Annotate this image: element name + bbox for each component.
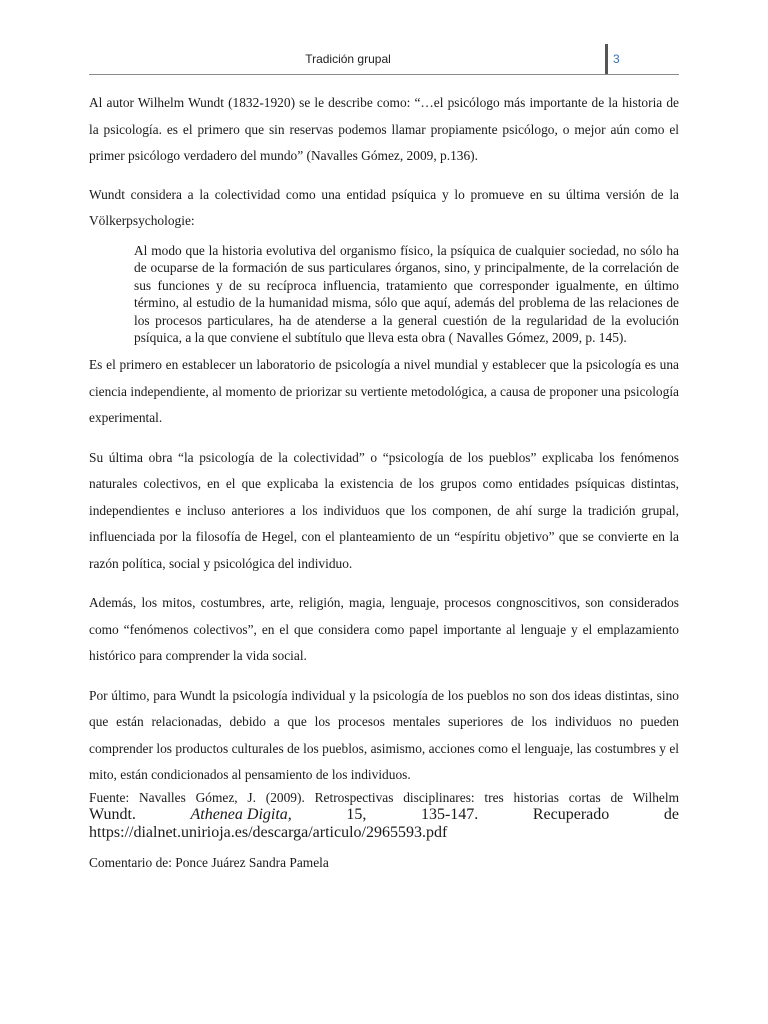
paragraph-conclusion: Por último, para Wundt la psicología individual y la psicología de los pueblos no son dos ideas distintas, sino que están relacionadas, debido a que los procesos mentales superiores de los individuos no pueden comprender los productos culturales de los pueblos, asimismo, acciones como el lenguaje, las costumbres y el mito, están condicionados al pensamiento de los individuos. (89, 687, 679, 783)
paragraph-collective-phenomena: Además, los mitos, costumbres, arte, religión, magia, lenguaje, procesos congnoscitivos, son considerados como “fenómenos colectivos”, en el que considera como papel importante al lenguaje y el emplazamiento histórico para comprender la vida social. (89, 595, 679, 664)
paragraph-last-work: Su última obra “la psicología de la colectividad” o “psicología de los pueblos” explicaba los fenómenos naturales colectivos, en el que explicaba la existencia de los grupos como entidades psíquicas distintas, independientes e incluso anteriores a los individuos que los componen, de ahí surge la tradición grupal, influenciada por la filosofía de Hegel, con el planteamiento de un “espíritu objetivo” que se convierte en la razón política, social y psicológica del individuo. (89, 449, 679, 571)
paragraph-collectivity: Wundt considera a la colectividad como una entidad psíquica y lo promueve en su última versión de la Völkerpsychologie: (89, 186, 679, 228)
document-body (89, 90, 679, 873)
source-retrieved: Recuperado (532, 806, 610, 824)
source-author-end: Wundt. (89, 806, 136, 824)
paragraph-laboratory: Es el primero en establecer un laboratorio de psicología a nivel mundial y establecer que la psicología es una ciencia independiente, al momento de priorizar su vertiente metodológica, a causa de proponer una psicología experimental. (89, 357, 679, 426)
block-quote: Al modo que la historia evolutiva del organismo físico, la psíquica de cualquier sociedad, no sólo ha de ocuparse de la formación de sus particulares órganos, sino, y principalmente, de la correlación de sus funciones y de su recíproca influencia, tratamiento que corresponder igualmente, en último término, al estudio de la humanidad misma, sólo que aquí, además del problema de las relaciones de los procesos particulares, ha de atenderse a la general cuestión de la regularidad de la evolución psíquica, a la que conviene el subtítulo que lleva esta obra ( Navalles Gómez, 2009, p. 145). (134, 242, 679, 346)
paragraph-intro: Al autor Wilhelm Wundt (1832-1920) se le describe como: “…el psicólogo más importante de la historia de la psicología. es el primero que sin reservas podemos llamar propiamente psicólogo, o mejor aún como el primer psicólogo verdadero del mundo” (Navalles Gómez, 2009, p.136). (89, 95, 679, 163)
source-citation (89, 789, 679, 842)
source-de: de (663, 806, 679, 824)
page-header (89, 44, 679, 75)
source-line-2 (89, 806, 679, 824)
source-journal: Athenea Digita, (190, 806, 292, 824)
source-pages: 135-147. (420, 806, 479, 824)
comment-author: Comentario de: Ponce Juárez Sandra Pamela (89, 855, 329, 871)
source-url[interactable]: https://dialnet.unirioja.es/descarga/articulo/2965593.pdf (89, 823, 448, 841)
page-number: 3 (613, 52, 620, 66)
source-volume: 15, (346, 806, 367, 824)
header-title: Tradición grupal (305, 52, 391, 66)
source-line-1: Fuente: Navalles Gómez, J. (2009). Retrospectivas disciplinares: tres historias cortas de Wilhelm (89, 789, 679, 805)
header-divider-bar (605, 44, 608, 74)
